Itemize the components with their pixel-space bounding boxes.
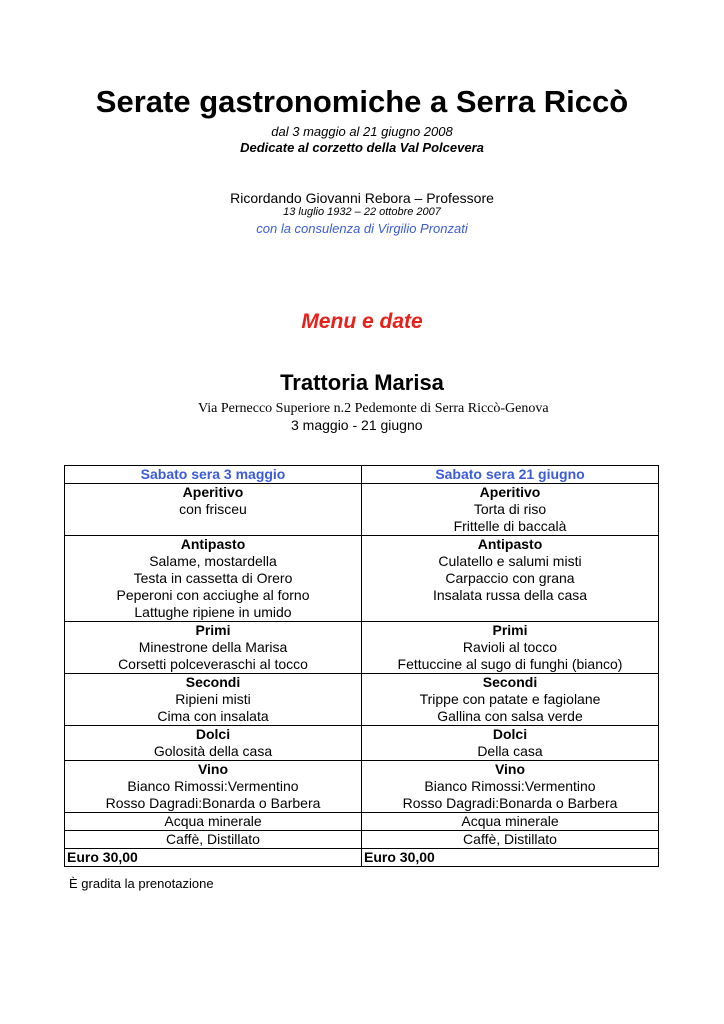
course-row: [65, 484, 659, 536]
course-cell-left: [65, 622, 362, 674]
menu-heading: Menu e date: [301, 310, 423, 333]
course-row: [65, 674, 659, 726]
dish-item: Rosso Dagradi:Bonarda o Barbera: [105, 795, 321, 811]
extra-cell-left: Acqua minerale: [65, 813, 362, 831]
course-cell-left: [65, 674, 362, 726]
dish-item: Cima con insalata: [157, 708, 269, 724]
course-title: Aperitivo: [182, 484, 244, 500]
dish-item: Corsetti polceveraschi al tocco: [118, 656, 308, 672]
course-cell-left: [65, 726, 362, 761]
dish-item: Frittelle di baccalà: [453, 518, 567, 534]
course-row: [65, 761, 659, 813]
course-cell-left: [65, 484, 362, 536]
dish-item: Torta di riso: [473, 501, 547, 517]
reservation-note: È gradita la prenotazione: [69, 876, 214, 891]
course-cell-right: [362, 674, 659, 726]
dish-item: Ravioli al tocco: [462, 639, 558, 655]
dedication-line: Dedicate al corzetto della Val Polcevera: [240, 140, 484, 155]
dish-item: Minestrone della Marisa: [138, 639, 288, 655]
course-row: [65, 536, 659, 622]
dish-item: Bianco Rimossi:Vermentino: [127, 778, 299, 794]
memorial-dates: 13 luglio 1932 – 22 ottobre 2007: [283, 206, 441, 218]
dish-item: Bianco Rimossi:Vermentino: [424, 778, 596, 794]
dish-item: con frisceu: [179, 501, 247, 517]
extra-cell-right: Caffè, Distillato: [362, 831, 659, 849]
dish-item: Trippe con patate e fagiolane: [419, 691, 601, 707]
page-title: Serate gastronomiche a Serra Riccò: [95, 84, 629, 119]
consultancy-line: con la consulenza di Virgilio Pronzati: [256, 221, 468, 236]
course-title: Primi: [492, 622, 528, 638]
course-title: Antipasto: [180, 536, 246, 552]
course-row: [65, 726, 659, 761]
course-title: Primi: [195, 622, 231, 638]
dish-item: Peperoni con acciughe al forno: [116, 587, 310, 603]
course-title: Dolci: [195, 726, 231, 742]
course-title: Vino: [494, 761, 526, 777]
course-title: Vino: [197, 761, 229, 777]
dish-item: Salame, mostardella: [149, 553, 277, 569]
extra-cell-right: Acqua minerale: [362, 813, 659, 831]
course-cell-left: [65, 536, 362, 622]
course-title: Antipasto: [477, 536, 543, 552]
restaurant-period: 3 maggio - 21 giugno: [291, 417, 423, 433]
course-row: [65, 622, 659, 674]
dish-item: Lattughe ripiene in umido: [134, 604, 292, 620]
course-title: Secondi: [185, 674, 241, 690]
dish-item: Golosità della casa: [153, 743, 273, 759]
price-cell-right: Euro 30,00: [362, 849, 659, 867]
event-dates: dal 3 maggio al 21 giugno 2008: [271, 124, 453, 139]
dish-item: Testa in cassetta di Orero: [133, 570, 293, 586]
extra-row: [65, 813, 659, 831]
course-title: Secondi: [482, 674, 538, 690]
price-cell-left: Euro 30,00: [65, 849, 362, 867]
restaurant-address: Via Pernecco Superiore n.2 Pedemonte di Serra Riccò-Genova: [198, 401, 549, 416]
column-header-3-maggio: Sabato sera 3 maggio: [65, 466, 362, 484]
course-cell-right: [362, 622, 659, 674]
dish-item: Culatello e salumi misti: [438, 553, 582, 569]
course-cell-left: [65, 761, 362, 813]
course-cell-right: [362, 484, 659, 536]
dish-item: Ripieni misti: [175, 691, 251, 707]
course-cell-right: [362, 726, 659, 761]
dish-item: Gallina con salsa verde: [437, 708, 583, 724]
dish-item: Della casa: [477, 743, 543, 759]
dish-item: Insalata russa della casa: [432, 587, 588, 603]
course-title: Aperitivo: [479, 484, 541, 500]
price-row: [65, 849, 659, 867]
dish-item: Carpaccio con grana: [445, 570, 575, 586]
course-title: Dolci: [492, 726, 528, 742]
memorial-line: Ricordando Giovanni Rebora – Professore: [230, 190, 494, 206]
course-cell-right: [362, 536, 659, 622]
extra-cell-left: Caffè, Distillato: [65, 831, 362, 849]
course-cell-right: [362, 761, 659, 813]
dish-item: Fettuccine al sugo di funghi (bianco): [397, 656, 623, 672]
restaurant-name: Trattoria Marisa: [280, 370, 444, 395]
menu-table-header: [65, 466, 659, 484]
menu-table: [64, 465, 659, 867]
column-header-21-giugno: Sabato sera 21 giugno: [362, 466, 659, 484]
extra-row: [65, 831, 659, 849]
dish-item: Rosso Dagradi:Bonarda o Barbera: [402, 795, 618, 811]
